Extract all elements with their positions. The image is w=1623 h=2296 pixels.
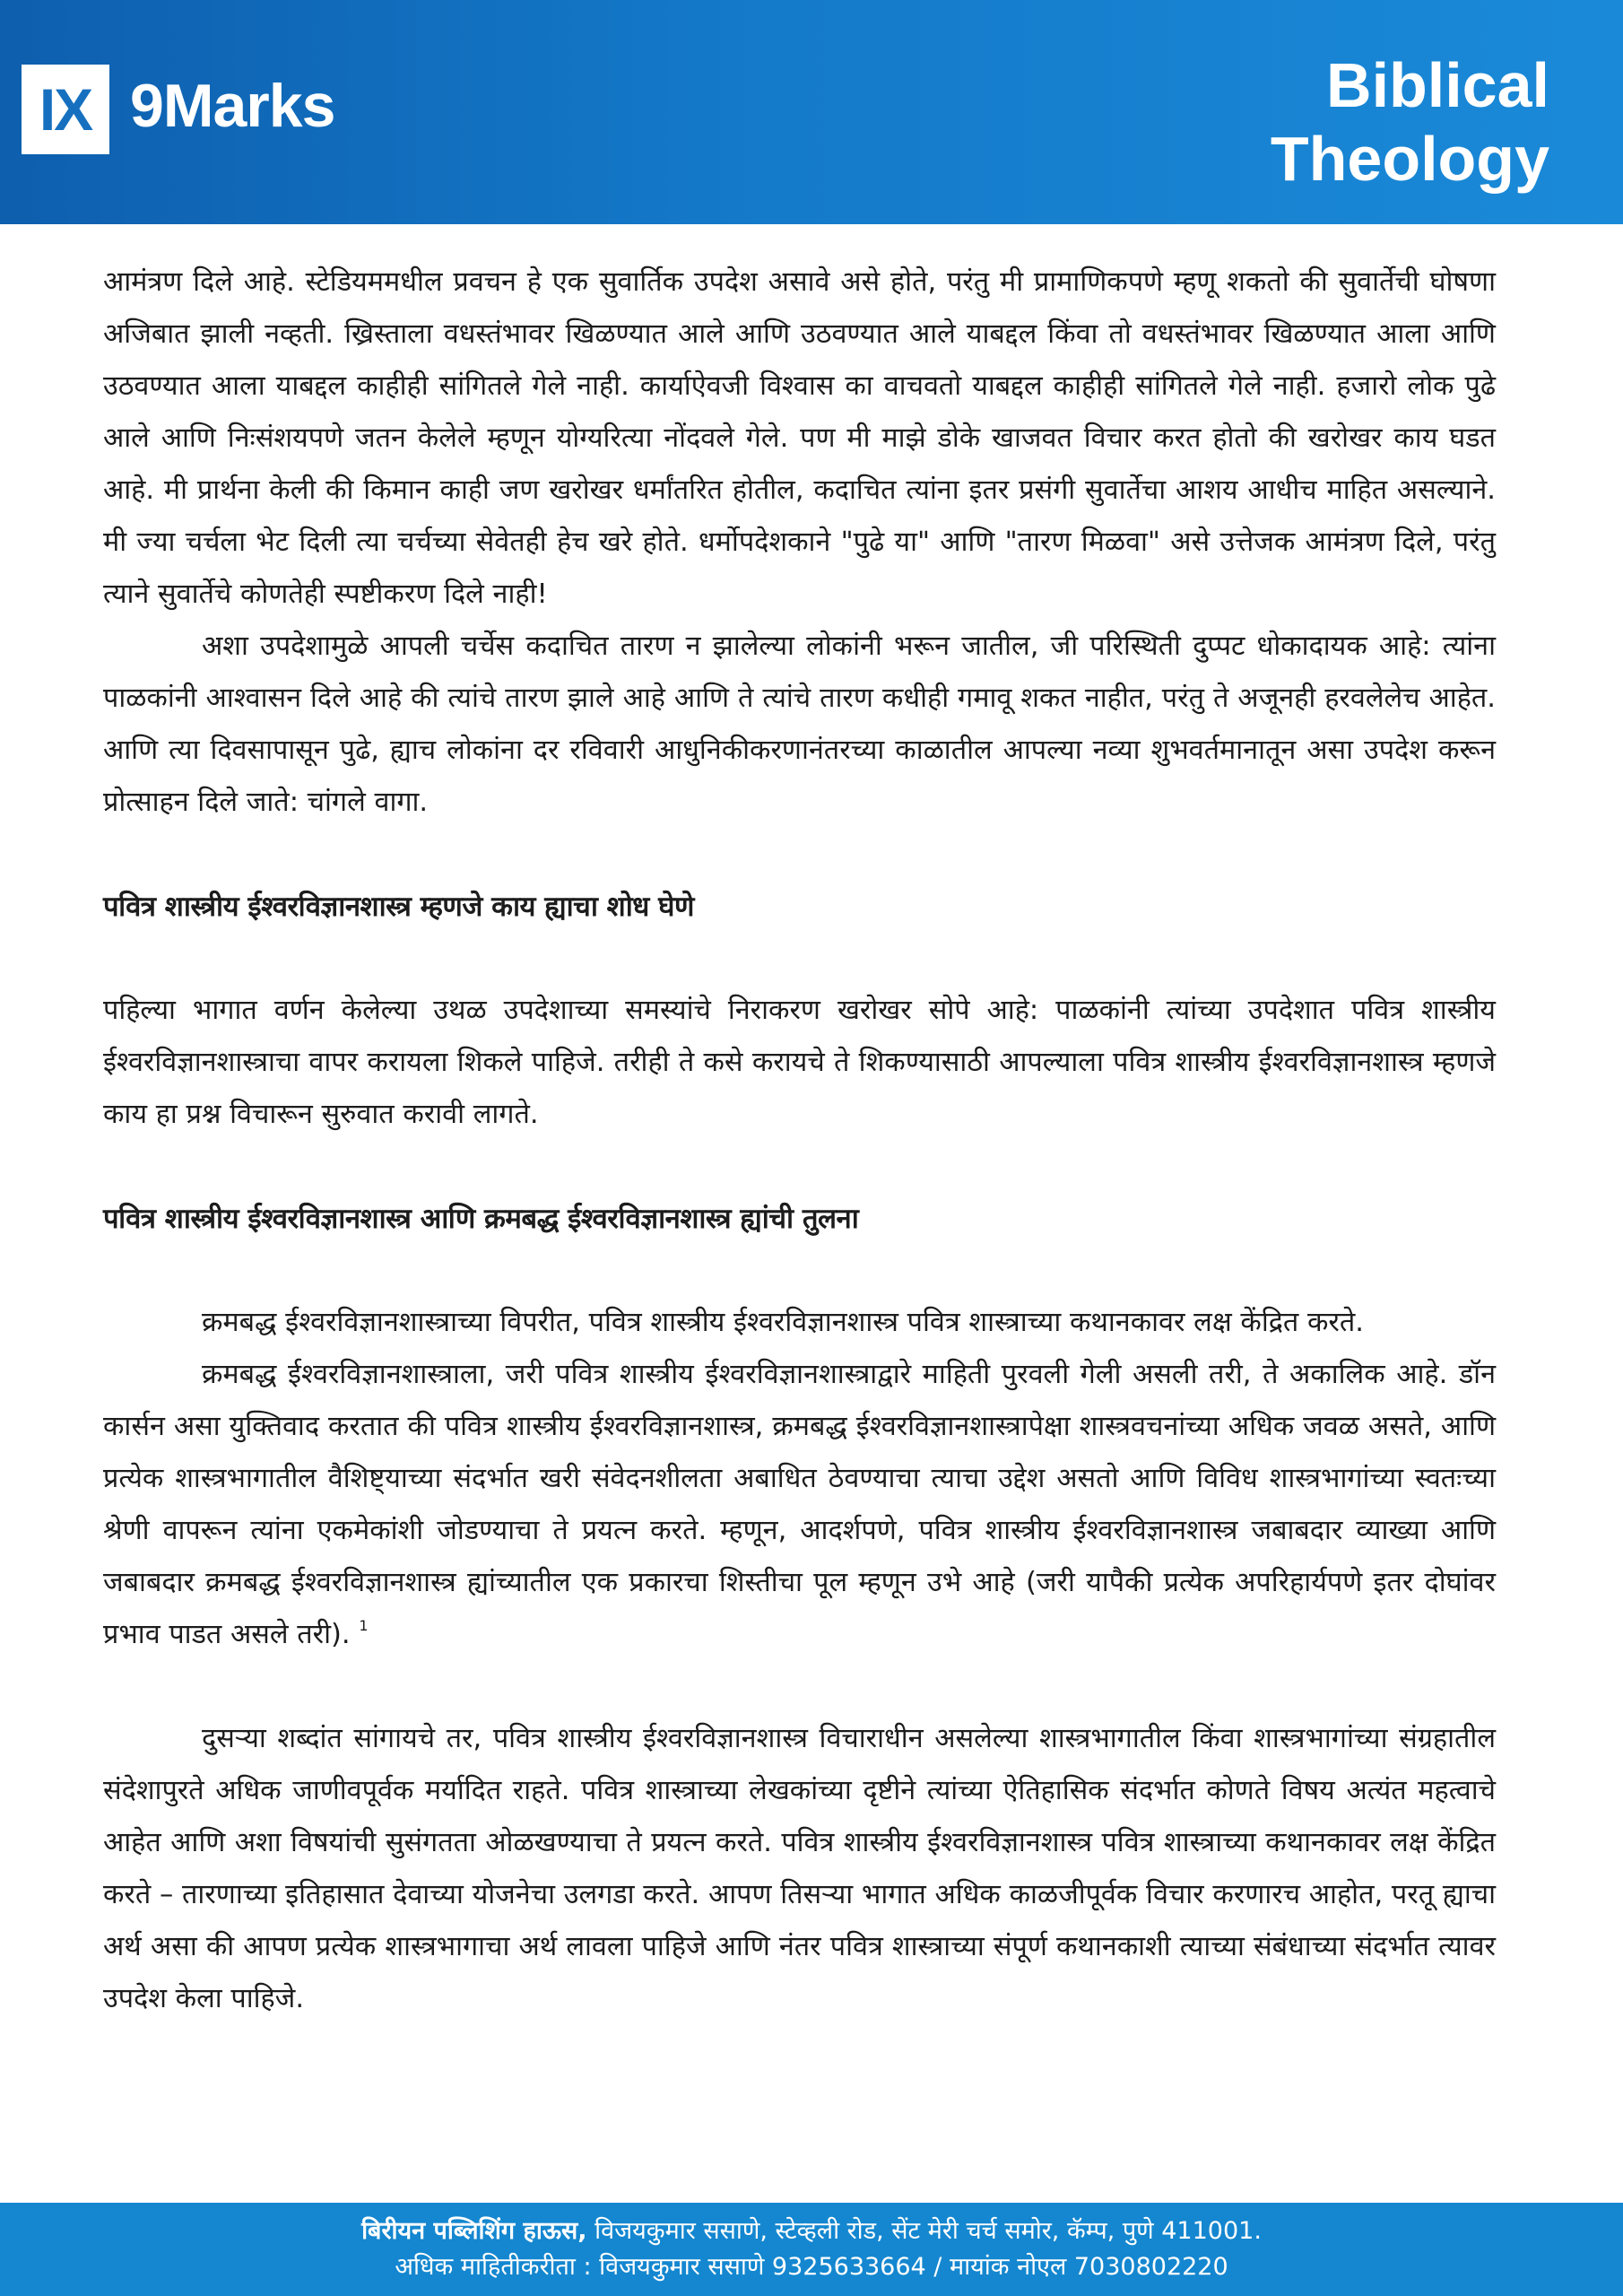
paragraph-5-text: क्रमबद्ध ईश्वरविज्ञानशास्त्राला, जरी पवित्र शास्त्रीय ईश्वरविज्ञानशास्त्राद्वारे माहिती पुरवली गेली असली तरी, ते अकालिक आहे. डॉन कार्सन असा युक्तिवाद करतात की पवित्र शास्त्रीय ईश्वरविज्ञानशास्त्र, क्रमबद्ध ईश्वरविज्ञानशास्त्रापेक्षा शास्त्रवचनांच्या अधिक जवळ असते, आणि प्रत्येक शास्त्रभागातील वैशिष्ट्याच्या संदर्भात खरी संवेदनशीलता अबाधित ठेवण्याचा त्याचा उद्देश असतो आणि विविध शास्त्रभागांच्या स्वतःच्या श्रेणी वापरून त्यांना एकमेकांशी जोडण्याचा ते प्रयत्न करते. म्हणून, आदर्शपणे, पवित्र शास्त्रीय ईश्वरविज्ञानशास्त्र जबाबदार व्याख्या आणि जबाबदार क्रमबद्ध ईश्वरविज्ञानशास्त्र ह्यांच्यातील एक प्रकारचा शिस्तीचा पूल म्हणून उभे आहे (जरी यापैकी प्रत्येक अपरिहार्यपणे इतर दोघांवर प्रभाव पाडत असले तरी). [103,1359,1496,1650]
footer-contact-line: अधिक माहितीकरीता : विजयकुमार ससाणे 9325633664 / मायांक नोएल 7030802220 [395,2253,1228,2281]
spacer [103,829,1496,881]
logo-text: 9Marks [130,72,335,140]
footnote-marker: 1 [359,1617,369,1634]
paragraph-5 [103,1349,1496,1661]
logo-mark: IX [39,76,92,143]
title-line-1: Biblical [1326,50,1549,120]
title-line-2: Theology [1270,124,1549,194]
page-title [1271,48,1549,196]
footer-address-line [0,2213,1623,2249]
logo-icon [22,65,109,154]
article-body [103,257,1496,2025]
paragraph-1: आमंत्रण दिले आहे. स्टेडियममधील प्रवचन हे एक सुवार्तिक उपदेश असावे असे होते, परंतु मी प्रामाणिकपणे म्हणू शकतो की सुवार्तेची घोषणा अजिबात झाली नव्हती. ख्रिस्ताला वधस्तंभावर खिळण्यात आले आणि उठवण्यात आले याबद्दल किंवा तो वधस्तंभावर खिळण्यात आला आणि उठवण्यात आला याबद्दल काहीही सांगितले गेले नाही. कार्याऐवजी विश्वास का वाचवतो याबद्दल काहीही सांगितले गेले नाही. हजारो लोक पुढे आले आणि निःसंशयपणे जतन केलेले म्हणून योग्यरित्या नोंदवले गेले. पण मी माझे डोके खाजवत विचार करत होतो की खरोखर काय घडत आहे. मी प्रार्थना केली की किमान काही जण खरोखर धर्मांतरित होतील, कदाचित त्यांना इतर प्रसंगी सुवार्तेचा आशय आधीच माहित असल्याने. मी ज्या चर्चला भेट दिली त्या चर्चच्या सेवेतही हेच खरे होते. धर्मोपदेशकाने "पुढे या" आणि "तारण मिळवा" असे उत्तेजक आमंत्रण दिले, परंतु त्याने सुवार्तेचे कोणतेही स्पष्टीकरण दिले नाही! [103,266,1496,610]
spacer [103,1661,1496,1713]
publisher-address: विजयकुमार ससाणे, स्टेव्हली रोड, सेंट मेरी चर्च समोर, कॅम्प, पुणे 411001. [586,2217,1262,2245]
spacer [103,1141,1496,1193]
section-heading-1: पवित्र शास्त्रीय ईश्वरविज्ञानशास्त्र म्हणजे काय ह्याचा शोध घेणे [103,891,694,923]
paragraph-4: क्रमबद्ध ईश्वरविज्ञानशास्त्राच्या विपरीत, पवित्र शास्त्रीय ईश्वरविज्ञानशास्त्र पवित्र शास्त्राच्या कथानकावर लक्ष केंद्रित करते. [202,1307,1364,1338]
page-header [0,0,1623,224]
page-footer [0,2203,1623,2296]
paragraph-6: दुसऱ्या शब्दांत सांगायचे तर, पवित्र शास्त्रीय ईश्वरविज्ञानशास्त्र विचाराधीन असलेल्या शास्त्रभागातील किंवा शास्त्रभागांच्या संग्रहातील संदेशापुरते अधिक जाणीवपूर्वक मर्यादित राहते. पवित्र शास्त्राच्या लेखकांच्या दृष्टीने त्यांच्या ऐतिहासिक संदर्भात कोणते विषय अत्यंत महत्वाचे आहेत आणि अशा विषयांची सुसंगतता ओळखण्याचा ते प्रयत्न करते. पवित्र शास्त्रीय ईश्वरविज्ञानशास्त्र पवित्र शास्त्राच्या कथानकावर लक्ष केंद्रित करते – तारणाच्या इतिहासात देवाच्या योजनेचा उलगडा करते. आपण तिसऱ्या भागात अधिक काळजीपूर्वक विचार करणारच आहोत, परतू ह्याचा अर्थ असा की आपण प्रत्येक शास्त्रभागाचा अर्थ लावला पाहिजे आणि नंतर पवित्र शास्त्राच्या संपूर्ण कथानकाशी त्याच्या संबंधाच्या संदर्भात त्यावर उपदेश केला पाहिजे. [103,1723,1496,2014]
paragraph-2: अशा उपदेशामुळे आपली चर्चेस कदाचित तारण न झालेल्या लोकांनी भरून जातील, जी परिस्थिती दुप्पट धोकादायक आहे: त्यांना पाळकांनी आश्वासन दिले आहे की त्यांचे तारण झाले आहे आणि ते त्यांचे तारण कधीही गमावू शकत नाहीत, परंतु ते अजूनही हरवलेलेच आहेत. आणि त्या दिवसापासून पुढे, ह्याच लोकांना दर रविवारी आधुनिकीकरणानंतरच्या काळातील आपल्या नव्या शुभवर्तमानातून असा उपदेश करून प्रोत्साहन दिले जाते: चांगले वागा. [103,631,1496,818]
section-heading-2: पवित्र शास्त्रीय ईश्वरविज्ञानशास्त्र आणि क्रमबद्ध ईश्वरविज्ञानशास्त्र ह्यांची तुलना [103,1203,859,1235]
paragraph-3: पहिल्या भागात वर्णन केलेल्या उथळ उपदेशाच्या समस्यांचे निराकरण खरोखर सोपे आहे: पाळकांनी त्यांच्या उपदेशात पवित्र शास्त्रीय ईश्वरविज्ञानशास्त्राचा वापर करायला शिकले पाहिजे. तरीही ते कसे करायचे ते शिकण्यासाठी आपल्याला पवित्र शास्त्रीय ईश्वरविज्ञानशास्त्र म्हणजे काय हा प्रश्न विचारून सुरुवात करावी लागते. [103,995,1496,1130]
spacer [103,1245,1496,1297]
spacer [103,933,1496,985]
publisher-name: बिरीयन पब्लिशिंग हाऊस, [361,2217,587,2245]
